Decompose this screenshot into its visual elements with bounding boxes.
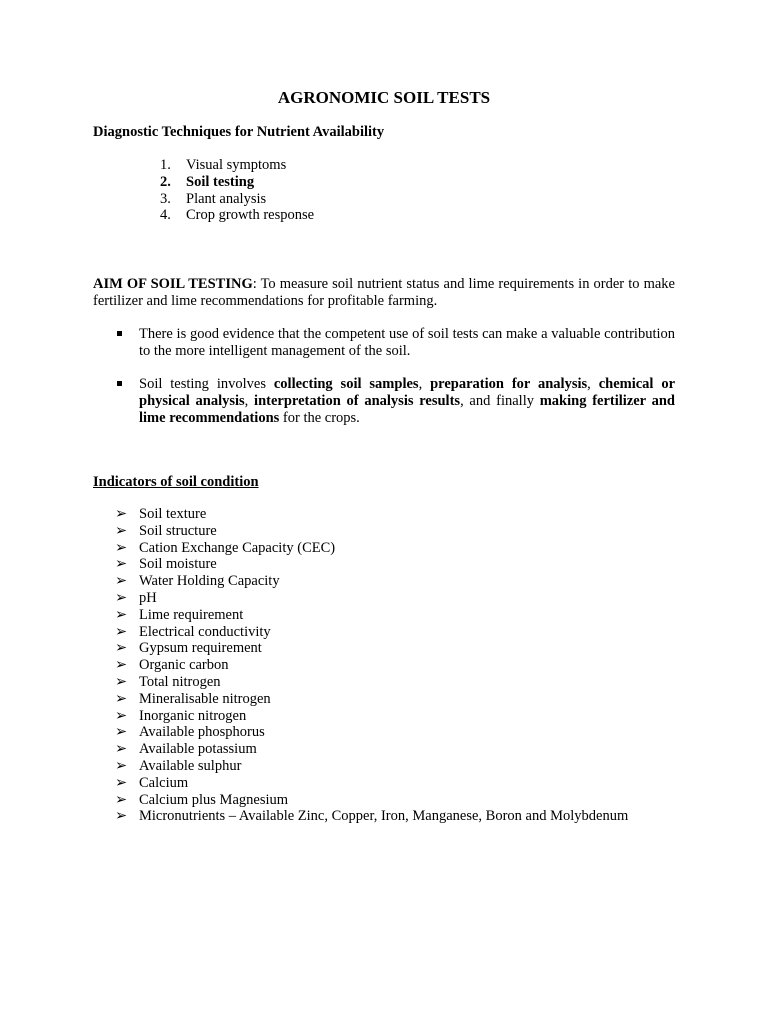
list-item: ➢ Soil moisture bbox=[115, 556, 217, 573]
arrow-bullet-icon: ➢ bbox=[115, 757, 128, 774]
section-subtitle: Diagnostic Techniques for Nutrient Availability bbox=[93, 124, 385, 140]
arrow-bullet-icon: ➢ bbox=[115, 522, 128, 539]
arrow-bullet-icon: ➢ bbox=[115, 707, 128, 724]
aim-text: : To measure soil nutrient status and lime requirements in order to make fertilizer and lime recommendations for profitable farming. bbox=[93, 276, 675, 309]
list-item: ➢ Available potassium bbox=[115, 741, 257, 758]
list-item: Soil testing involves collecting soil samples, preparation for analysis, chemical or physical analysis, interpretation of analysis results, and finally making fertilizer and lime recommendations for the crops. bbox=[93, 376, 675, 426]
list-item: ➢ Cation Exchange Capacity (CEC) bbox=[115, 539, 336, 556]
arrow-bullet-icon: ➢ bbox=[115, 506, 128, 522]
indicators-heading: Indicators of soil condition bbox=[93, 474, 259, 490]
square-bullet-icon bbox=[93, 376, 139, 426]
square-bullet-icon bbox=[93, 326, 139, 360]
arrow-bullet-icon: ➢ bbox=[115, 657, 128, 674]
arrow-bullet-icon: ➢ bbox=[115, 741, 128, 758]
arrow-bullet-icon: ➢ bbox=[115, 724, 128, 741]
list-item: There is good evidence that the competent use of soil tests can make a valuable contribution to the more intelligent management of the soil. bbox=[93, 326, 675, 360]
list-item: ➢ Mineralisable nitrogen bbox=[115, 690, 271, 707]
arrow-bullet-icon: ➢ bbox=[115, 808, 128, 825]
techniques-list bbox=[160, 157, 314, 224]
list-item: ➢ Available phosphorus bbox=[115, 724, 265, 741]
aim-paragraph bbox=[93, 276, 675, 310]
indicators-list bbox=[115, 506, 628, 825]
aim-label: AIM OF SOIL TESTING bbox=[93, 276, 253, 292]
document-title: AGRONOMIC SOIL TESTS bbox=[277, 88, 491, 107]
arrow-bullet-icon: ➢ bbox=[115, 690, 128, 707]
list-item: ➢ Inorganic nitrogen bbox=[115, 707, 247, 724]
list-item: ➢ pH bbox=[115, 589, 157, 606]
list-item: 4. Crop growth response bbox=[160, 207, 315, 224]
list-item: 3. Plant analysis bbox=[160, 190, 267, 207]
list-item: 2. Soil testing bbox=[160, 173, 255, 190]
arrow-bullet-icon: ➢ bbox=[115, 556, 128, 573]
list-item: ➢ Calcium bbox=[115, 774, 189, 791]
arrow-bullet-icon: ➢ bbox=[115, 774, 128, 791]
list-item: ➢ Organic carbon bbox=[115, 657, 229, 674]
list-item: ➢ Water Holding Capacity bbox=[115, 573, 280, 590]
list-item: ➢ Micronutrients – Available Zinc, Copper, Iron, Manganese, Boron and Molybdenum bbox=[115, 808, 629, 825]
list-item: ➢ Soil texture bbox=[115, 506, 207, 522]
arrow-bullet-icon: ➢ bbox=[115, 606, 128, 623]
arrow-bullet-icon: ➢ bbox=[115, 791, 128, 808]
arrow-bullet-icon: ➢ bbox=[115, 640, 128, 657]
arrow-bullet-icon: ➢ bbox=[115, 623, 128, 640]
list-item: ➢ Lime requirement bbox=[115, 606, 244, 623]
bullet-list bbox=[93, 326, 675, 444]
arrow-bullet-icon: ➢ bbox=[115, 589, 128, 606]
arrow-bullet-icon: ➢ bbox=[115, 673, 128, 690]
list-item: ➢ Calcium plus Magnesium bbox=[115, 791, 289, 808]
arrow-bullet-icon: ➢ bbox=[115, 573, 128, 590]
arrow-bullet-icon: ➢ bbox=[115, 539, 128, 556]
list-item: 1. Visual symptoms bbox=[160, 157, 287, 173]
list-item: ➢ Gypsum requirement bbox=[115, 640, 262, 657]
list-item: ➢ Total nitrogen bbox=[115, 673, 221, 690]
list-item: ➢ Electrical conductivity bbox=[115, 623, 271, 640]
list-item: ➢ Available sulphur bbox=[115, 757, 242, 774]
list-item: ➢ Soil structure bbox=[115, 522, 217, 539]
